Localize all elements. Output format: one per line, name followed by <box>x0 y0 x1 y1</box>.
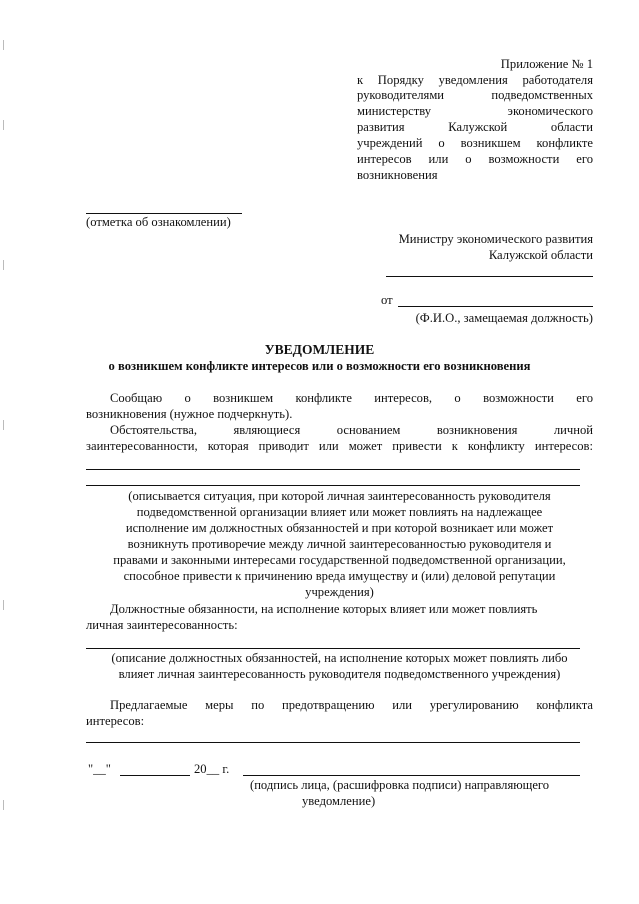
annex-line: интересов или о возможности его <box>357 152 593 166</box>
signature-line <box>243 775 580 776</box>
addressee-line: Министру экономического развития <box>398 232 593 246</box>
fill-line <box>86 485 580 486</box>
scan-mark <box>3 40 4 50</box>
from-blank-line <box>398 306 593 307</box>
note-line: (описывается ситуация, при которой личная заинтересованность руководителя <box>128 489 551 503</box>
annex-line: возникновения <box>357 168 438 182</box>
document-subtitle: о возникшем конфликте интересов или о возможности его возникновения <box>108 359 531 373</box>
scan-mark <box>3 260 4 270</box>
paragraph-line: Предлагаемые меры по предотвращению или урегулированию конфликта <box>110 698 593 712</box>
fill-line <box>86 648 580 649</box>
note-line: способное привести к причинению вреда имуществу и (или) деловой репутации <box>123 569 556 583</box>
scan-mark <box>3 600 4 610</box>
note-line: возникнуть противоречие между личной заинтересованностью руководителя и <box>127 537 552 551</box>
from-caption: (Ф.И.О., замещаемая должность) <box>415 311 593 325</box>
note-line: подведомственной организации влияет или может повлиять на надлежащее <box>136 505 543 519</box>
scan-mark <box>3 800 4 810</box>
paragraph-line: заинтересованности, которая приводит или может привести к конфликту интересов: <box>86 439 593 453</box>
addressee-line: Калужской области <box>488 248 593 262</box>
date-month-line <box>120 775 190 776</box>
from-prefix: от <box>381 293 393 307</box>
paragraph-line: интересов: <box>86 714 145 728</box>
scan-mark <box>3 120 4 130</box>
note-line: правами и законными интересами государственной подведомственной организации, <box>113 553 566 567</box>
paragraph-line: Должностные обязанности, на исполнение которых влияет или может повлиять <box>110 602 538 616</box>
annex-number: Приложение № 1 <box>500 57 593 71</box>
paragraph-line: личная заинтересованность: <box>86 618 238 632</box>
scan-mark <box>3 420 4 430</box>
annex-line: к Порядку уведомления работодателя <box>357 73 593 87</box>
addressee-blank-line <box>386 276 593 277</box>
paragraph-line: Сообщаю о возникшем конфликте интересов, о возможности его <box>110 391 593 405</box>
annex-line: министерству экономического <box>357 104 593 118</box>
ack-line <box>86 213 242 214</box>
document-title: УВЕДОМЛЕНИЕ <box>264 342 375 357</box>
date-year: 20__ г. <box>194 762 230 776</box>
note-line: исполнение им должностных обязанностей и при которой возникает или может <box>125 521 554 535</box>
date-quote: "__" <box>88 762 111 776</box>
signature-caption: уведомление) <box>302 794 376 808</box>
fill-line <box>86 469 580 470</box>
paragraph-line: возникновения (нужное подчеркнуть). <box>86 407 293 421</box>
ack-label: (отметка об ознакомлении) <box>86 215 231 229</box>
annex-line: развития Калужской области <box>357 120 593 134</box>
note-line: влияет личная заинтересованность руководителя подведомственного учреждения) <box>118 667 561 681</box>
note-line: учреждения) <box>305 585 374 599</box>
signature-caption: (подпись лица, (расшифровка подписи) направляющего <box>250 778 550 792</box>
annex-line: руководителями подведомственных <box>357 88 593 102</box>
paragraph-line: Обстоятельства, являющиеся основанием возникновения личной <box>110 423 593 437</box>
fill-line <box>86 742 580 743</box>
note-line: (описание должностных обязанностей, на исполнение которых может повлиять либо <box>111 651 568 665</box>
annex-line: учреждений о возникшем конфликте <box>357 136 593 150</box>
